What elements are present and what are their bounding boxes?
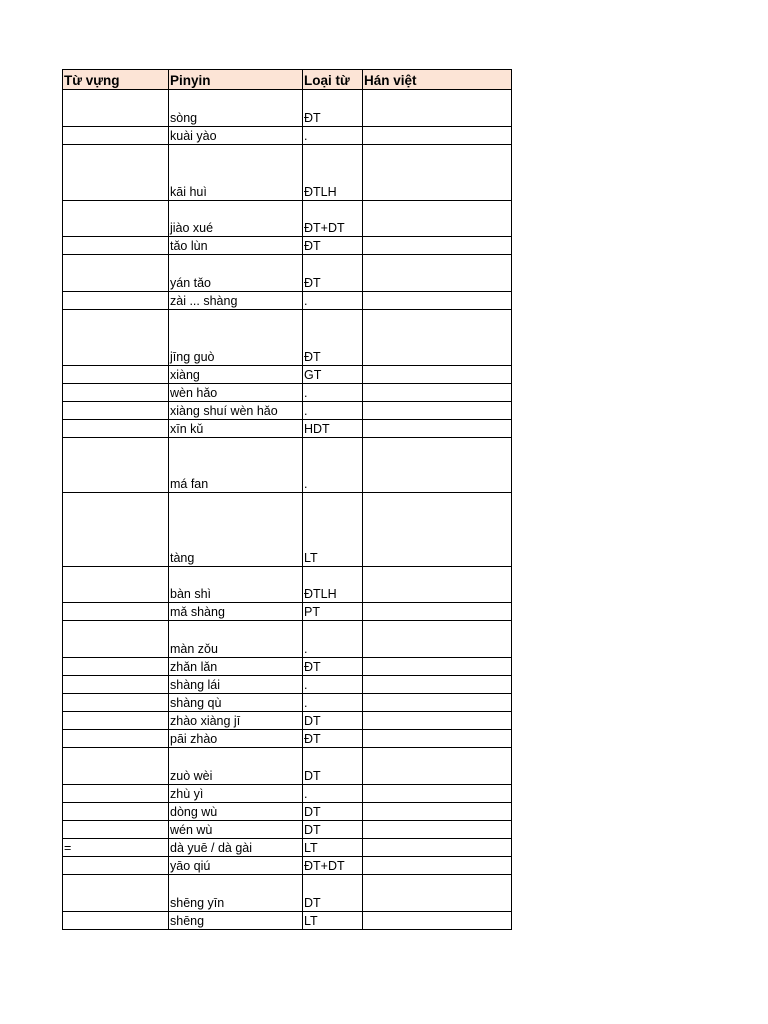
pinyin-cell[interactable]: kuài yào	[169, 127, 303, 145]
word-cell[interactable]	[63, 90, 169, 127]
pinyin-cell[interactable]: pāi zhào	[169, 730, 303, 748]
word-cell[interactable]	[63, 912, 169, 930]
han-viet-cell[interactable]	[363, 839, 512, 857]
han-viet-cell[interactable]	[363, 875, 512, 912]
word-type-cell[interactable]: .	[303, 676, 363, 694]
han-viet-cell[interactable]	[363, 658, 512, 676]
word-type-cell[interactable]: ĐT	[303, 310, 363, 366]
word-type-cell[interactable]: ĐT	[303, 90, 363, 127]
table-row	[63, 237, 512, 255]
word-cell[interactable]	[63, 785, 169, 803]
table-row	[63, 255, 512, 292]
han-viet-cell[interactable]	[363, 857, 512, 875]
word-cell[interactable]	[63, 438, 169, 493]
word-type-cell[interactable]: ĐT	[303, 255, 363, 292]
table-row	[63, 803, 512, 821]
pinyin-cell[interactable]: sòng	[169, 90, 303, 127]
pinyin-cell[interactable]: xīn kǔ	[169, 420, 303, 438]
pinyin-cell[interactable]: xiàng	[169, 366, 303, 384]
header-tu-vung[interactable]: Từ vựng	[63, 70, 169, 90]
word-type-cell[interactable]: .	[303, 694, 363, 712]
table-row	[63, 366, 512, 384]
han-viet-cell[interactable]	[363, 748, 512, 785]
han-viet-cell[interactable]	[363, 292, 512, 310]
han-viet-cell[interactable]	[363, 785, 512, 803]
word-cell[interactable]	[63, 712, 169, 730]
word-type-cell[interactable]: LT	[303, 493, 363, 567]
pinyin-cell[interactable]: shàng qù	[169, 694, 303, 712]
word-cell[interactable]	[63, 875, 169, 912]
vocabulary-body	[63, 90, 512, 930]
table-row	[63, 857, 512, 875]
word-type-cell[interactable]: DT	[303, 875, 363, 912]
table-row	[63, 145, 512, 201]
pinyin-cell[interactable]: zuò wèi	[169, 748, 303, 785]
word-cell[interactable]	[63, 493, 169, 567]
han-viet-cell[interactable]	[363, 127, 512, 145]
word-cell[interactable]	[63, 366, 169, 384]
han-viet-cell[interactable]	[363, 567, 512, 603]
word-cell[interactable]	[63, 420, 169, 438]
word-cell[interactable]	[63, 237, 169, 255]
table-row	[63, 730, 512, 748]
table-row	[63, 201, 512, 237]
word-type-cell[interactable]: LT	[303, 912, 363, 930]
table-row	[63, 712, 512, 730]
word-type-cell[interactable]: .	[303, 384, 363, 402]
word-cell[interactable]	[63, 292, 169, 310]
han-viet-cell[interactable]	[363, 310, 512, 366]
word-type-cell[interactable]: .	[303, 402, 363, 420]
word-type-cell[interactable]: ĐT	[303, 658, 363, 676]
pinyin-cell[interactable]: zhào xiàng jī	[169, 712, 303, 730]
pinyin-cell[interactable]: kāi huì	[169, 145, 303, 201]
table-row	[63, 694, 512, 712]
word-cell[interactable]	[63, 658, 169, 676]
word-type-cell[interactable]: DT	[303, 803, 363, 821]
table-row	[63, 493, 512, 567]
word-type-cell[interactable]: GT	[303, 366, 363, 384]
table-row	[63, 821, 512, 839]
pinyin-cell[interactable]: zài ... shàng	[169, 292, 303, 310]
table-row	[63, 912, 512, 930]
table-row	[63, 438, 512, 493]
word-cell[interactable]	[63, 310, 169, 366]
table-row	[63, 621, 512, 658]
word-type-cell[interactable]: ĐT+DT	[303, 201, 363, 237]
word-type-cell[interactable]: ĐT	[303, 237, 363, 255]
word-cell[interactable]	[63, 402, 169, 420]
han-viet-cell[interactable]	[363, 821, 512, 839]
word-type-cell[interactable]: ĐT+DT	[303, 857, 363, 875]
pinyin-cell[interactable]: xiàng shuí wèn hǎo	[169, 402, 303, 420]
han-viet-cell[interactable]	[363, 366, 512, 384]
word-type-cell[interactable]: PT	[303, 603, 363, 621]
pinyin-cell[interactable]: dòng wù	[169, 803, 303, 821]
han-viet-cell[interactable]	[363, 676, 512, 694]
pinyin-cell[interactable]: shàng lái	[169, 676, 303, 694]
table-row	[63, 676, 512, 694]
pinyin-cell[interactable]: zhù yì	[169, 785, 303, 803]
word-type-cell[interactable]: DT	[303, 748, 363, 785]
table-row	[63, 402, 512, 420]
table-row	[63, 785, 512, 803]
word-type-cell[interactable]: .	[303, 621, 363, 658]
word-cell[interactable]	[63, 603, 169, 621]
table-row	[63, 658, 512, 676]
pinyin-cell[interactable]: wén wù	[169, 821, 303, 839]
word-type-cell[interactable]: .	[303, 292, 363, 310]
word-cell[interactable]	[63, 857, 169, 875]
pinyin-cell[interactable]: shēng yīn	[169, 875, 303, 912]
table-row	[63, 384, 512, 402]
pinyin-cell[interactable]: shēng	[169, 912, 303, 930]
han-viet-cell[interactable]	[363, 237, 512, 255]
word-cell[interactable]	[63, 803, 169, 821]
word-type-cell[interactable]: LT	[303, 839, 363, 857]
han-viet-cell[interactable]	[363, 255, 512, 292]
word-cell[interactable]	[63, 676, 169, 694]
table-row	[63, 603, 512, 621]
pinyin-cell[interactable]: tǎo lùn	[169, 237, 303, 255]
table-row	[63, 875, 512, 912]
word-cell[interactable]	[63, 201, 169, 237]
pinyin-cell[interactable]: mǎ shàng	[169, 603, 303, 621]
han-viet-cell[interactable]	[363, 493, 512, 567]
table-row	[63, 292, 512, 310]
table-row	[63, 748, 512, 785]
word-cell[interactable]	[63, 567, 169, 603]
han-viet-cell[interactable]	[363, 621, 512, 658]
header-loai-tu[interactable]: Loại từ	[303, 70, 363, 90]
word-cell[interactable]	[63, 821, 169, 839]
word-cell[interactable]	[63, 694, 169, 712]
han-viet-cell[interactable]	[363, 420, 512, 438]
header-pinyin[interactable]: Pinyin	[169, 70, 303, 90]
word-type-cell[interactable]: .	[303, 438, 363, 493]
han-viet-cell[interactable]	[363, 603, 512, 621]
table-row	[63, 310, 512, 366]
word-cell[interactable]	[63, 730, 169, 748]
pinyin-cell[interactable]: jīng guò	[169, 310, 303, 366]
table-row	[63, 127, 512, 145]
table-row	[63, 90, 512, 127]
pinyin-cell[interactable]: wèn hǎo	[169, 384, 303, 402]
han-viet-cell[interactable]	[363, 402, 512, 420]
han-viet-cell[interactable]	[363, 145, 512, 201]
vocabulary-table	[62, 69, 512, 930]
pinyin-cell[interactable]: yán tǎo	[169, 255, 303, 292]
han-viet-cell[interactable]	[363, 694, 512, 712]
word-type-cell[interactable]: DT	[303, 821, 363, 839]
word-type-cell[interactable]: ĐTLH	[303, 145, 363, 201]
word-type-cell[interactable]: .	[303, 127, 363, 145]
table-row	[63, 567, 512, 603]
han-viet-cell[interactable]	[363, 912, 512, 930]
pinyin-cell[interactable]: yāo qiú	[169, 857, 303, 875]
header-row	[63, 70, 512, 90]
han-viet-cell[interactable]	[363, 201, 512, 237]
word-type-cell[interactable]: DT	[303, 712, 363, 730]
pinyin-cell[interactable]: bàn shì	[169, 567, 303, 603]
table-row	[63, 839, 512, 857]
header-han-viet[interactable]: Hán việt	[363, 70, 512, 90]
word-cell[interactable]	[63, 255, 169, 292]
han-viet-cell[interactable]	[363, 803, 512, 821]
pinyin-cell[interactable]: jiào xué	[169, 201, 303, 237]
han-viet-cell[interactable]	[363, 712, 512, 730]
pinyin-cell[interactable]: màn zǒu	[169, 621, 303, 658]
word-cell[interactable]	[63, 748, 169, 785]
word-cell[interactable]	[63, 384, 169, 402]
word-cell[interactable]	[63, 621, 169, 658]
pinyin-cell[interactable]: zhǎn lǎn	[169, 658, 303, 676]
word-type-cell[interactable]: ĐT	[303, 730, 363, 748]
word-type-cell[interactable]: HDT	[303, 420, 363, 438]
han-viet-cell[interactable]	[363, 90, 512, 127]
word-cell[interactable]	[63, 127, 169, 145]
han-viet-cell[interactable]	[363, 438, 512, 493]
pinyin-cell[interactable]: má fan	[169, 438, 303, 493]
word-cell[interactable]	[63, 145, 169, 201]
word-type-cell[interactable]: .	[303, 785, 363, 803]
han-viet-cell[interactable]	[363, 730, 512, 748]
pinyin-cell[interactable]: tàng	[169, 493, 303, 567]
word-type-cell[interactable]: ĐTLH	[303, 567, 363, 603]
table-row	[63, 420, 512, 438]
pinyin-cell[interactable]: dà yuē / dà gài	[169, 839, 303, 857]
han-viet-cell[interactable]	[363, 384, 512, 402]
word-cell[interactable]: =	[63, 839, 169, 857]
